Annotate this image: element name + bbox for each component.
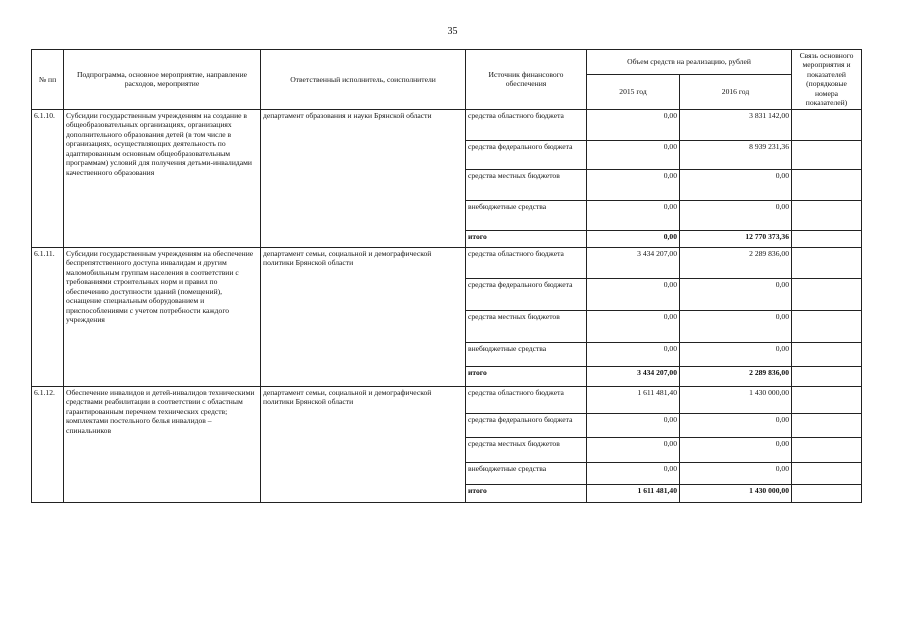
funding-source: средства федерального бюджета <box>466 278 587 310</box>
amount-2016: 1 430 000,00 <box>680 386 792 413</box>
funding-source: средства федерального бюджета <box>466 140 587 169</box>
indicator-link <box>792 484 862 502</box>
page-number: 35 <box>447 26 458 37</box>
source-row <box>32 247 862 278</box>
item-executor: департамент образования и науки Брянской области <box>261 109 466 247</box>
item-executor: департамент семьи, социальной и демографической политики Брянской области <box>261 386 466 502</box>
amount-2015: 1 611 481,40 <box>587 386 680 413</box>
amount-2016: 2 289 836,00 <box>680 366 792 386</box>
indicator-link <box>792 140 862 169</box>
indicator-link <box>792 462 862 484</box>
amount-2015: 0,00 <box>587 437 680 462</box>
amount-2016: 0,00 <box>680 200 792 230</box>
item-description: Субсидии государственным учреждениям на создание в общеобразовательных организациях, организациях дополнительного образования детей (в том числе в организациях, осуществляющих деятельность по адаптированным основным общеобразовательным программам) условий для получения детьми-инвалидами качественного образования <box>64 109 261 247</box>
indicator-link <box>792 342 862 366</box>
amount-2016: 0,00 <box>680 310 792 342</box>
funding-table <box>31 49 862 503</box>
amount-2016: 3 831 142,00 <box>680 109 792 140</box>
amount-2015: 0,00 <box>587 230 680 247</box>
funding-source: внебюджетные средства <box>466 342 587 366</box>
indicator-link <box>792 200 862 230</box>
item-code: 6.1.10. <box>32 109 64 247</box>
header-year-2016: 2016 год <box>680 74 792 109</box>
item-code: 6.1.11. <box>32 247 64 386</box>
indicator-link <box>792 413 862 437</box>
item-description: Субсидии государственным учреждениям на обеспечение беспрепятственного доступа инвалидам и другим маломобильным группам населения в соответствии с требованиями строительных норм и правил по обеспечению доступности зданий (помещений), оснащение специальным оборудованием и приспособлениями с учетом потребности каждого учреждения <box>64 247 261 386</box>
amount-2016: 0,00 <box>680 169 792 200</box>
indicator-link <box>792 278 862 310</box>
indicator-link <box>792 247 862 278</box>
amount-2015: 3 434 207,00 <box>587 366 680 386</box>
item-code: 6.1.12. <box>32 386 64 502</box>
header-row-1 <box>32 50 862 75</box>
funding-source: итого <box>466 366 587 386</box>
funding-source: внебюджетные средства <box>466 462 587 484</box>
amount-2016: 0,00 <box>680 278 792 310</box>
amount-2016: 0,00 <box>680 437 792 462</box>
funding-source: внебюджетные средства <box>466 200 587 230</box>
amount-2015: 0,00 <box>587 140 680 169</box>
amount-2015: 0,00 <box>587 200 680 230</box>
header-link: Связь основного мероприятия и показателей (порядковые номера показателей) <box>792 50 862 110</box>
amount-2016: 0,00 <box>680 342 792 366</box>
indicator-link <box>792 169 862 200</box>
item-description: Обеспечение инвалидов и детей-инвалидов техническими средствами реабилитации в соответствии с областным гарантированным перечнем технических средств; комплектами постельного белья инвалидов – спинальников <box>64 386 261 502</box>
indicator-link <box>792 386 862 413</box>
funding-source: средства областного бюджета <box>466 386 587 413</box>
amount-2015: 1 611 481,40 <box>587 484 680 502</box>
funding-source: средства областного бюджета <box>466 247 587 278</box>
indicator-link <box>792 310 862 342</box>
item-executor: департамент семьи, социальной и демографической политики Брянской области <box>261 247 466 386</box>
funding-source: средства местных бюджетов <box>466 169 587 200</box>
indicator-link <box>792 109 862 140</box>
amount-2016: 1 430 000,00 <box>680 484 792 502</box>
source-row <box>32 386 862 413</box>
amount-2015: 0,00 <box>587 278 680 310</box>
amount-2016: 2 289 836,00 <box>680 247 792 278</box>
indicator-link <box>792 366 862 386</box>
amount-2015: 0,00 <box>587 109 680 140</box>
amount-2016: 8 939 231,36 <box>680 140 792 169</box>
funding-source: средства федерального бюджета <box>466 413 587 437</box>
amount-2015: 0,00 <box>587 462 680 484</box>
header-subprogram: Подпрограмма, основное мероприятие, направление расходов, мероприятие <box>64 50 261 110</box>
funding-source: итого <box>466 484 587 502</box>
header-source: Источник финансового обеспечения <box>466 50 587 110</box>
amount-2015: 3 434 207,00 <box>587 247 680 278</box>
funding-source: средства местных бюджетов <box>466 437 587 462</box>
indicator-link <box>792 230 862 247</box>
amount-2016: 0,00 <box>680 413 792 437</box>
header-num: № пп <box>32 50 64 110</box>
table-body <box>32 109 862 502</box>
funding-source: средства областного бюджета <box>466 109 587 140</box>
amount-2015: 0,00 <box>587 342 680 366</box>
header-volume: Объем средств на реализацию, рублей <box>587 50 792 75</box>
amount-2015: 0,00 <box>587 169 680 200</box>
amount-2015: 0,00 <box>587 310 680 342</box>
header-executor: Ответственный исполнитель, соисполнители <box>261 50 466 110</box>
amount-2016: 0,00 <box>680 462 792 484</box>
amount-2016: 12 770 373,36 <box>680 230 792 247</box>
header-year-2015: 2015 год <box>587 74 680 109</box>
amount-2015: 0,00 <box>587 413 680 437</box>
source-row <box>32 109 862 140</box>
funding-source: итого <box>466 230 587 247</box>
funding-source: средства местных бюджетов <box>466 310 587 342</box>
indicator-link <box>792 437 862 462</box>
